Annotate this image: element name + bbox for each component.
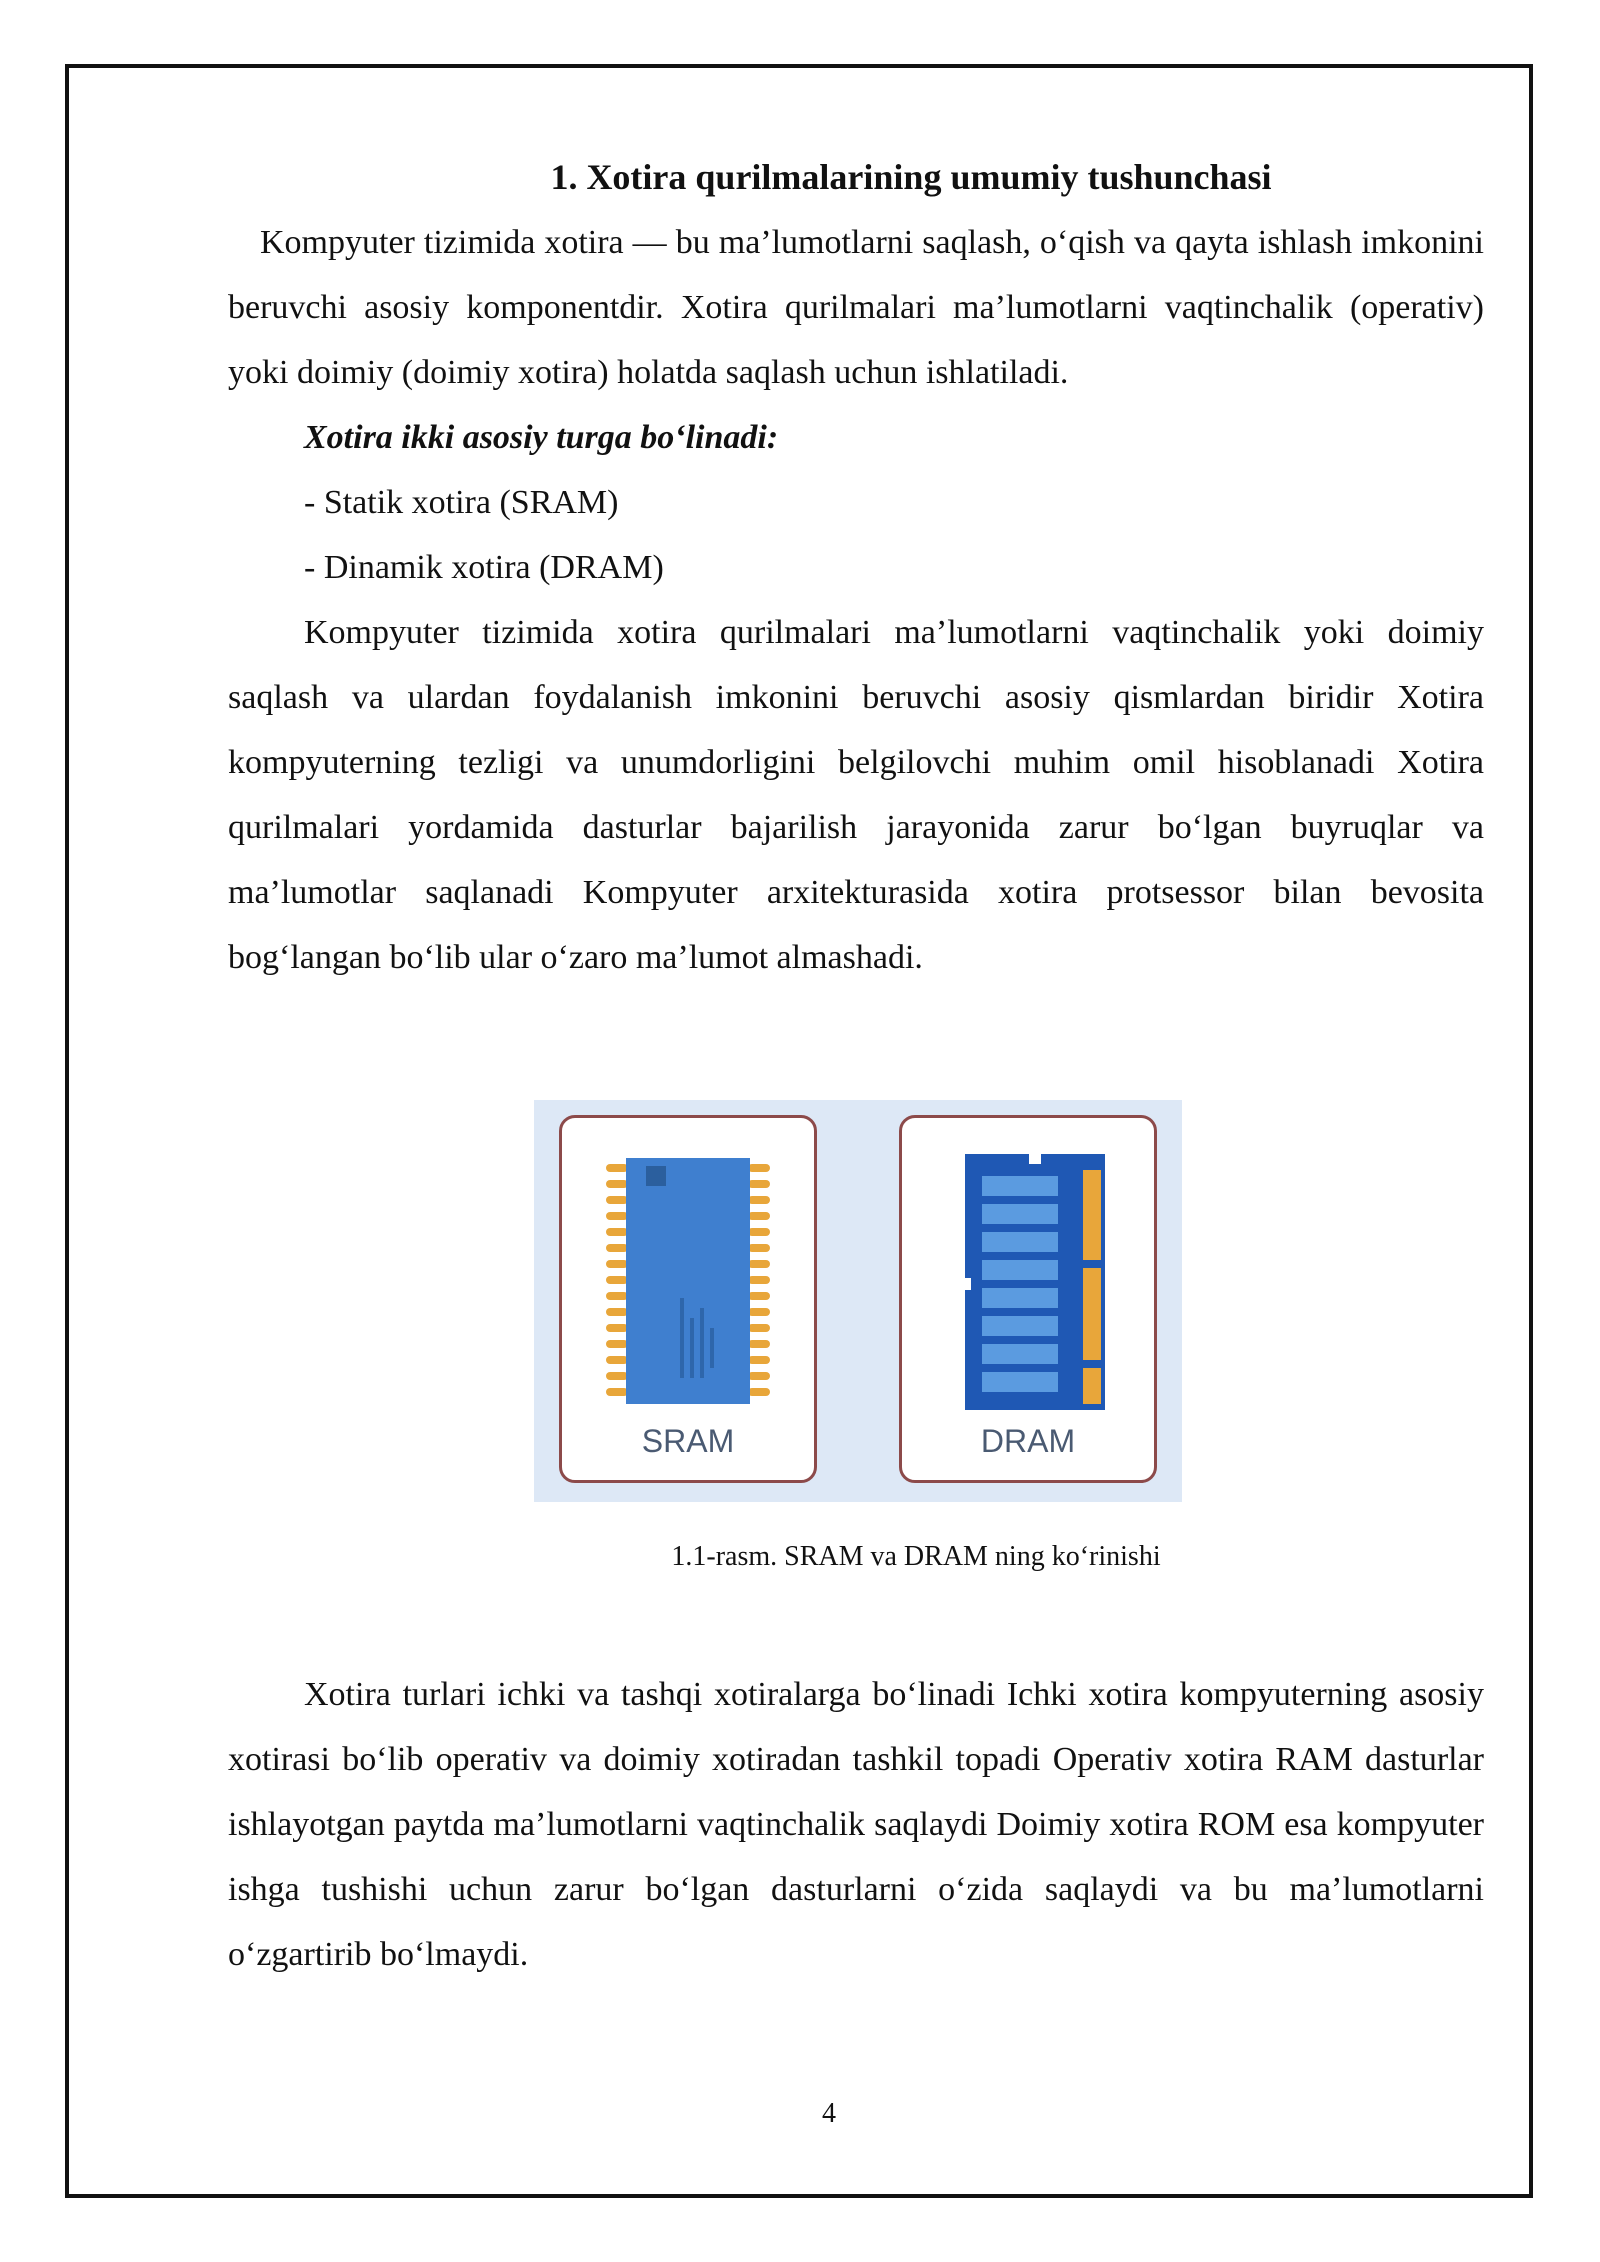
memory-types-subheading: Xotira ikki asosiy turga bo‘linadi:: [304, 419, 779, 456]
chip-pin: [748, 1164, 770, 1172]
chip-pin: [748, 1388, 770, 1396]
chip-pin: [748, 1228, 770, 1236]
section-heading: 1. Xotira qurilmalarining umumiy tushunchasi: [550, 157, 1272, 197]
chip-pin: [748, 1308, 770, 1316]
chip-pin: [606, 1228, 628, 1236]
chip-pin: [748, 1260, 770, 1268]
chip-pin: [606, 1340, 628, 1348]
chip-pin: [606, 1324, 628, 1332]
dram-module-icon: [902, 1118, 1154, 1418]
chip-pin: [748, 1356, 770, 1364]
chip-pin: [606, 1260, 628, 1268]
chip-pin: [606, 1196, 628, 1204]
chip-pin: [748, 1372, 770, 1380]
chip-pin: [606, 1276, 628, 1284]
chip-pin: [748, 1196, 770, 1204]
sram-label: SRAM: [641, 1423, 735, 1459]
document-body: [228, 145, 1484, 990]
chip-pin: [748, 1292, 770, 1300]
chip-pin: [606, 1372, 628, 1380]
chip-pin: [606, 1356, 628, 1364]
dram-card: [899, 1115, 1157, 1483]
dram-label: DRAM: [980, 1423, 1076, 1459]
chip-pin: [748, 1340, 770, 1348]
chip-pin: [606, 1164, 628, 1172]
chip-pin: [748, 1244, 770, 1252]
chip-pin: [748, 1324, 770, 1332]
document-body-continued: [228, 1662, 1484, 1987]
chip-pin: [748, 1212, 770, 1220]
chip-pin: [606, 1388, 628, 1396]
body-paragraph: Kompyuter tizimida xotira qurilmalari ma’lumotlarni vaqtinchalik yoki doimiy saqlash va ulardan foydalanish imkonini beruvchi asosiy qismlardan biridir Xotira kompyuterning tezligi va unumdorligini belgilovchi muhim omil hisoblanadi Xotira qurilmalari yordamida dasturlar bajarilish jarayonida zarur bo‘lgan buyruqlar va ma’lumotlar saqlanadi Kompyuter arxitekturasida xotira protsessor bilan bevosita bog‘langan bo‘lib ular o‘zaro ma’lumot almashadi.: [228, 614, 1484, 976]
chip-pin: [748, 1276, 770, 1284]
list-item-dram: - Dinamik xotira (DRAM): [304, 549, 664, 586]
memory-kinds-paragraph: Xotira turlari ichki va tashqi xotiralarga bo‘linadi Ichki xotira kompyuterning asosiy xotirasi bo‘lib operativ va doimiy xotiradan tashkil topadi Operativ xotira RAM dasturlar ishlayotgan paytda ma’lumotlarni vaqtinchalik saqlaydi Doimiy xotira ROM esa kompyuter ishga tushishi uchun zarur bo‘lgan dasturlarni o‘zida saqlaydi va bu ma’lumotlarni o‘zgartirib bo‘lmaydi.: [228, 1676, 1484, 1973]
figure-caption: 1.1-rasm. SRAM va DRAM ning ko‘rinishi: [671, 1541, 1161, 1572]
chip-pin: [606, 1244, 628, 1252]
chip-pin: [606, 1308, 628, 1316]
intro-paragraph: Kompyuter tizimida xotira — bu ma’lumotlarni saqlash, o‘qish va qayta ishlash imkonini beruvchi asosiy komponentdir. Xotira qurilmalari ma’lumotlarni vaqtinchalik (operativ) yoki doimiy (doimiy xotira) holatda saqlash uchun ishlatiladi.: [228, 224, 1484, 391]
chip-pin: [606, 1292, 628, 1300]
chip-pin: [606, 1212, 628, 1220]
page-number: 4: [822, 2098, 836, 2129]
chip-pin: [748, 1180, 770, 1188]
chip-pin: [606, 1180, 628, 1188]
list-item-sram: - Statik xotira (SRAM): [304, 484, 619, 521]
sram-card: [559, 1115, 817, 1483]
sram-chip-icon: [562, 1118, 814, 1418]
sram-dram-figure: [534, 1100, 1182, 1502]
